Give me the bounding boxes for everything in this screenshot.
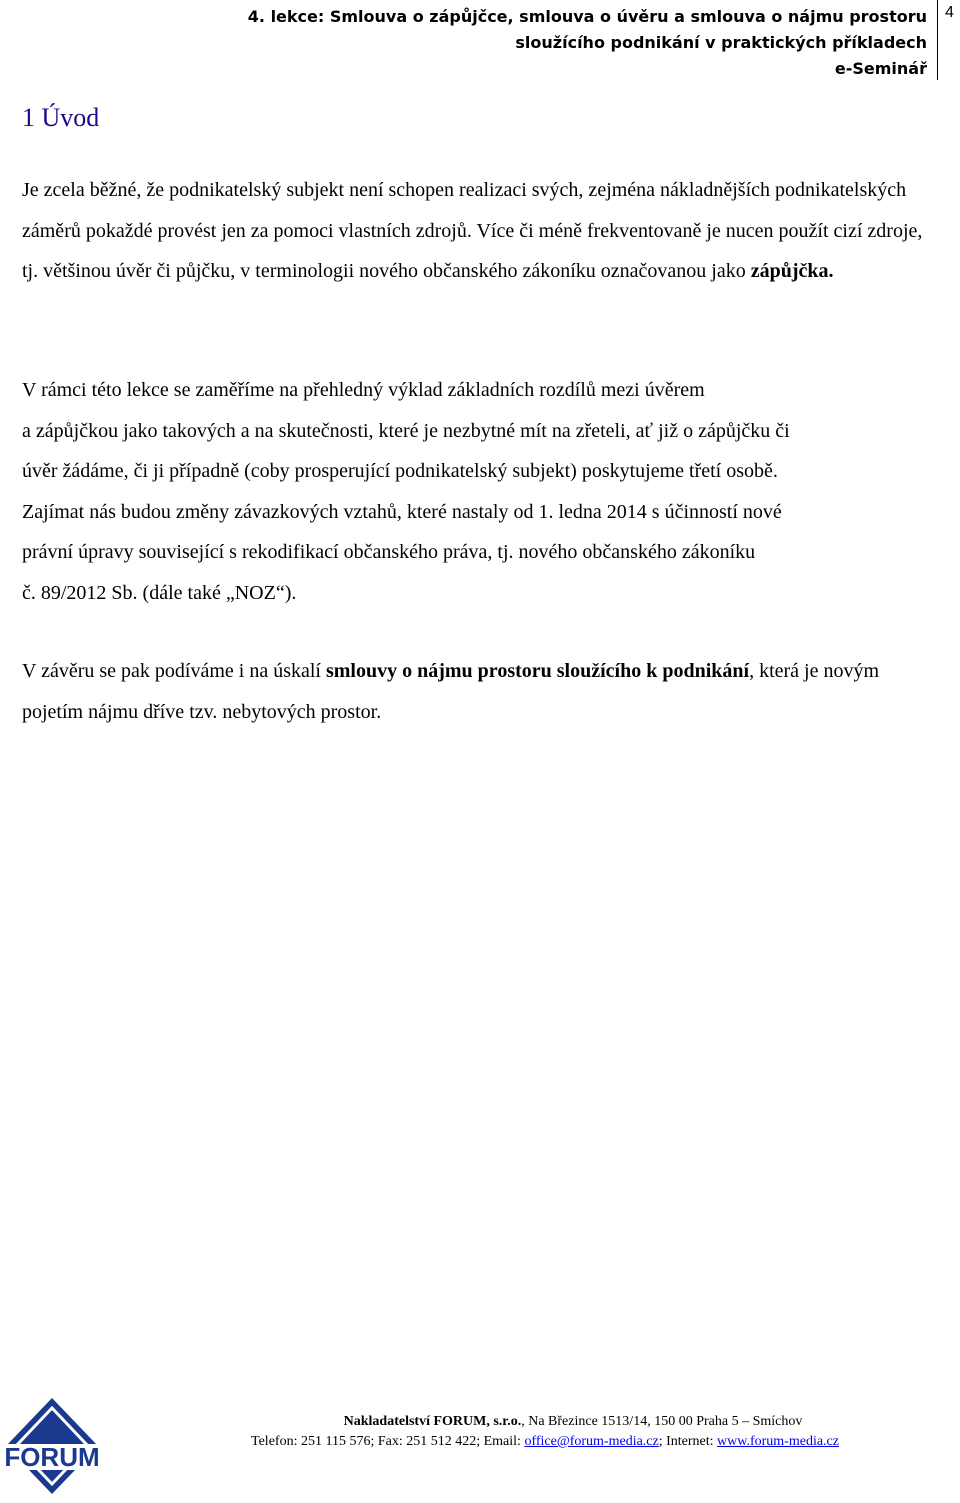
header-divider: [937, 0, 938, 80]
header-title: [248, 4, 927, 82]
page-footer: [0, 1390, 960, 1500]
email-link[interactable]: office@forum-media.cz: [524, 1434, 659, 1449]
footer-contact-line: [0, 1434, 960, 1450]
forum-logo-text: FORUM: [4, 1442, 100, 1472]
internet-label: ; Internet:: [658, 1434, 718, 1449]
page-header: [0, 0, 960, 82]
paragraph-lesson-scope: [22, 370, 940, 613]
scope-line-4: Zajímat nás budou změny závazkových vztahů, které nastaly od 1. ledna 2014 s účinností nové: [22, 500, 782, 523]
publisher-name: Nakladatelství FORUM, s.r.o.: [343, 1414, 522, 1429]
publisher-address: , Na Březince 1513/14, 150 00 Praha 5 – Smíchov: [521, 1414, 803, 1429]
paragraph-intro-text: Je zcela běžné, že podnikatelský subjekt není schopen realizaci svých, zejména nákladnějších podnikatelských záměrů pokaždé provést jen za pomoci vlastních zdrojů. Více či méně frekventovaně je nucen použít cizí zdroje, tj. většinou úvěr či půjčku, v terminologii nového občanského zákoníku označovanou jako: [22, 179, 923, 282]
scope-line-2: a zápůjčkou jako takových a na skutečnosti, které je nezbytné mít na zřeteli, ať již o zápůjčku či: [22, 419, 790, 442]
website-link[interactable]: www.forum-media.cz: [717, 1434, 839, 1449]
conclusion-tail: , která je novým pojetím nájmu dříve tzv. nebytových prostor.: [22, 660, 880, 723]
header-line-3: e-Seminář: [834, 59, 927, 78]
paragraph-conclusion: [22, 651, 940, 732]
scope-line-6: č. 89/2012 Sb. (dále také „NOZ“).: [22, 581, 297, 604]
scope-line-3: úvěr žádáme, či ji případně (coby prosperující podnikatelský subjekt) poskytujeme třetí osobě.: [22, 460, 778, 482]
section-heading: 1 Úvod: [22, 103, 100, 132]
conclusion-lead: V závěru se pak podíváme i na úskalí: [22, 660, 326, 682]
paragraph-intro: [22, 170, 940, 292]
page-number: 4: [945, 4, 954, 21]
scope-line-1: V rámci této lekce se zaměříme na přehledný výklad základních rozdílů mezi úvěrem: [22, 379, 705, 401]
header-line-2: sloužícího podnikání v praktických příkladech: [515, 33, 927, 52]
scope-line-5: právní úpravy související s rekodifikací občanského práva, tj. nového občanského zákoníku: [22, 541, 756, 563]
contact-phone-fax: Telefon: 251 115 576; Fax: 251 512 422; Email:: [251, 1434, 525, 1449]
header-line-1: 4. lekce: Smlouva o zápůjčce, smlouva o úvěru a smlouva o nájmu prostoru: [247, 7, 927, 26]
conclusion-bold: smlouvy o nájmu prostoru sloužícího k podnikání: [325, 660, 750, 682]
paragraph-intro-bold: zápůjčka.: [750, 260, 834, 282]
footer-publisher-line: [0, 1414, 960, 1430]
